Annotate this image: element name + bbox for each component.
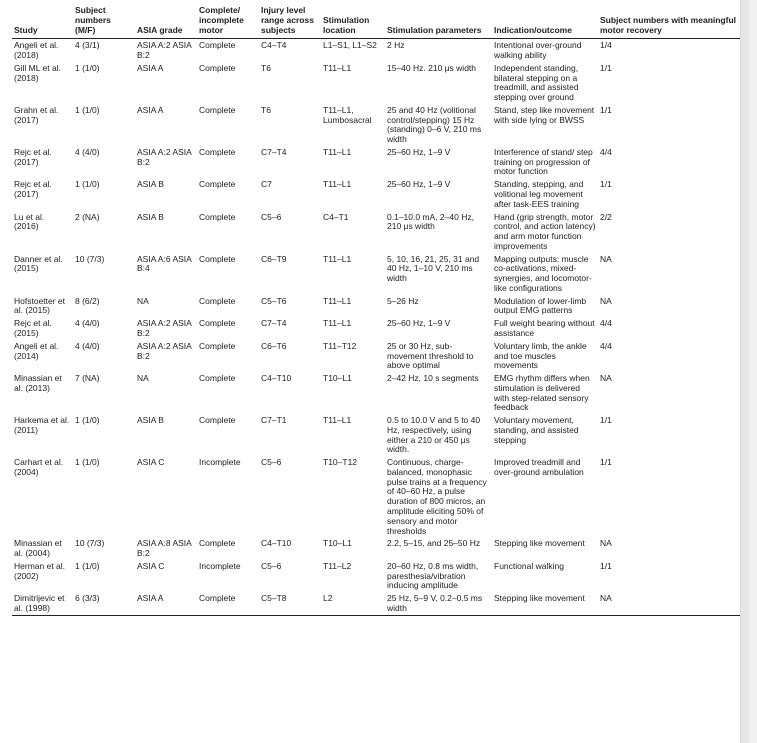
cell-study: Lu et al. (2016) [14, 211, 45, 232]
cell-study: Minassian et al. (2004) [14, 538, 62, 559]
vertical-scrollbar[interactable] [740, 0, 749, 743]
cell-subject-numbers: 1 (1/0) [75, 457, 100, 468]
cell-study: Angeli et al. (2018) [14, 40, 59, 61]
cell-asia-grade: ASIA A [137, 62, 164, 73]
table-row [12, 560, 745, 592]
cell-subject-numbers: 4 (3/1) [75, 40, 100, 51]
cell-stimulation-location: T11–T12 [323, 340, 357, 351]
cell-indication-outcome: Voluntary limb, the ankle and toe muscles movements [494, 340, 587, 371]
cell-complete-incomplete: Complete [199, 318, 236, 329]
cell-study: Hofstoetter et al. (2015) [14, 295, 66, 316]
cell-study: Minassian et al. (2013) [14, 373, 62, 393]
cell-asia-grade: NA [137, 373, 149, 384]
cell-indication-outcome: Interference of stand/ step training on progression of motor function [494, 146, 593, 177]
cell-study: Rejc et al. (2015) [14, 318, 52, 338]
cell-injury-level: C5–T8 [259, 592, 321, 615]
cell-asia-grade: NA [137, 295, 149, 306]
cell-stimulation-location: T11–L1, Lumbosacral [323, 104, 372, 125]
cell-indication-outcome: Standing, stepping, and volitional leg movement after task-EES training [494, 179, 584, 209]
cell-indication-outcome: Modulation of lower-limb output EMG patterns [494, 295, 587, 316]
table-row [12, 456, 745, 537]
cell-stimulation-parameters: 25 Hz, 5–9 V, 0.2–0.5 ms width [385, 592, 492, 615]
cell-asia-grade: ASIA C [137, 457, 165, 468]
cell-asia-grade: ASIA A:2 ASIA B:2 [137, 318, 192, 338]
header-study: Study [12, 6, 73, 39]
header-asia-grade: ASIA grade [135, 6, 197, 39]
cell-stimulation-location: T11–L2 [323, 560, 352, 571]
cell-stimulation-parameters: 0.5 to 10.0 V and 5 to 40 Hz, respectively, using either a 210 or 450 μs width. [387, 415, 481, 455]
cell-injury-level: C5–6 [261, 457, 282, 468]
cell-subject-numbers: 1 (1/0) [75, 560, 100, 571]
cell-injury-level: C5–T6 [261, 295, 287, 306]
cell-study: Danner et al. (2015) [14, 253, 63, 274]
cell-injury-level: C7–T1 [261, 415, 287, 426]
cell-stimulation-location: T10–L1 [323, 373, 352, 384]
cell-stimulation-location: T11–L1 [323, 179, 352, 190]
table-row [12, 592, 745, 615]
cell-motor-recovery: 4/4 [600, 318, 612, 329]
cell-asia-grade: ASIA B [137, 211, 164, 222]
cell-subject-numbers: 1 (1/0) [75, 104, 100, 115]
cell-subject-numbers: 7 (NA) [75, 373, 100, 384]
header-stimulation-parameters: Stimulation parameters [385, 6, 492, 39]
cell-study: Carhart et al. (2004) [14, 457, 64, 477]
table-row [12, 178, 745, 210]
cell-motor-recovery: NA [598, 592, 745, 615]
cell-complete-incomplete: Complete [197, 592, 259, 615]
table-row [12, 104, 745, 146]
table-row [12, 414, 745, 456]
cell-study: Rejc et al. (2017) [14, 179, 52, 200]
cell-motor-recovery: 4/4 [600, 146, 612, 157]
cell-stimulation-parameters: 15–40 Hz. 210 μs width [387, 62, 477, 73]
cell-stimulation-parameters: Continuous, charge-balanced, monophasic pulse trains at a frequency of 40–60 Hz, a pulse duration of 800 micros, an amplitude eliciting 50% of sensory and motor thresholds [387, 457, 487, 536]
cell-stimulation-location: T10–T12 [323, 457, 358, 468]
cell-complete-incomplete: Complete [199, 146, 236, 157]
cell-complete-incomplete: Complete [199, 211, 236, 222]
cell-complete-incomplete: Complete [199, 340, 236, 351]
cell-complete-incomplete: Complete [199, 538, 236, 549]
cell-motor-recovery: 1/1 [600, 560, 612, 571]
cell-motor-recovery: 2/2 [600, 211, 612, 222]
cell-complete-incomplete: Complete [199, 40, 236, 51]
cell-stimulation-parameters: 2.2, 5–15, and 25–50 Hz [387, 538, 481, 549]
cell-subject-numbers: 1 (1/0) [75, 179, 100, 190]
header-motor-recovery: Subject numbers with meaningful motor recovery [598, 6, 745, 39]
cell-indication-outcome: Full weight bearing without assistance [494, 318, 595, 338]
table-row [12, 146, 745, 178]
header-subject-numbers: Subject numbers (M/F) [73, 6, 135, 39]
cell-indication-outcome: Functional walking [494, 560, 564, 571]
cell-indication-outcome: Independent standing, bilateral stepping on a treadmill, and assisted stepping over ground [494, 62, 579, 103]
table-row [12, 340, 745, 372]
cell-study: Grahn et al. (2017) [14, 104, 59, 125]
cell-injury-level: C5–6 [261, 211, 282, 222]
cell-injury-level: T6 [261, 62, 271, 73]
cell-injury-level: C5–6 [261, 560, 282, 571]
cell-study: Rejc et al. (2017) [14, 146, 52, 167]
cell-subject-numbers: 10 (7/3) [75, 253, 105, 264]
cell-indication-outcome: Hand (grip strength, motor control, and action latency) and arm motor function improvements [494, 211, 596, 251]
cell-subject-numbers: 10 (7/3) [75, 538, 105, 549]
cell-injury-level: C7–T4 [261, 146, 287, 157]
cell-subject-numbers: 8 (6/2) [75, 295, 100, 306]
cell-motor-recovery: 4/4 [600, 340, 612, 351]
table-row [12, 62, 745, 104]
cell-complete-incomplete: Complete [199, 104, 236, 115]
cell-indication-outcome: Mapping outputs: muscle co-activations, mixed-synergies, and locomotor-like configurations [494, 253, 592, 293]
cell-asia-grade: ASIA B [137, 415, 164, 426]
cell-indication-outcome: Stepping like movement [492, 592, 598, 615]
cell-study: Dimitrijevic et al. (1998) [12, 592, 73, 615]
cell-asia-grade: ASIA A [137, 104, 164, 115]
cell-asia-grade: ASIA A [135, 592, 197, 615]
table-row [12, 372, 745, 414]
header-indication-outcome: Indication/outcome [492, 6, 598, 39]
cell-subject-numbers: 2 (NA) [75, 211, 100, 222]
cell-complete-incomplete: Complete [199, 415, 236, 426]
cell-motor-recovery: NA [600, 295, 612, 306]
cell-motor-recovery: 1/1 [600, 179, 612, 190]
header-injury-level: Injury level range across subjects [259, 6, 321, 39]
cell-subject-numbers: 6 (3/3) [73, 592, 135, 615]
cell-stimulation-parameters: 2–42 Hz, 10 s segments [387, 373, 479, 384]
cell-complete-incomplete: Incomplete [199, 560, 241, 571]
table-row [12, 537, 745, 560]
cell-stimulation-location: T11–L1 [323, 253, 352, 264]
cell-stimulation-parameters: 25 and 40 Hz (volitional control/stepping) 15 Hz (standing) 0–6 V, 210 ms width [387, 104, 482, 145]
cell-motor-recovery: 1/1 [600, 104, 612, 115]
table-row [12, 211, 745, 253]
cell-stimulation-location: T11–L1 [323, 295, 352, 306]
cell-motor-recovery: NA [600, 373, 612, 384]
cell-stimulation-location: L1–S1, L1–S2 [323, 40, 377, 51]
cell-injury-level: C4–T4 [261, 40, 287, 51]
cell-injury-level: C4–T10 [261, 373, 292, 384]
cell-injury-level: T6 [261, 104, 271, 115]
table-header-row [12, 6, 745, 39]
cell-stimulation-location: T11–L1 [323, 415, 352, 426]
cell-stimulation-location: C4–T1 [323, 211, 349, 222]
cell-study: Gill ML et al. (2018) [14, 62, 61, 83]
cell-stimulation-parameters: 25–60 Hz, 1–9 V [387, 318, 451, 329]
cell-motor-recovery: 1/1 [600, 457, 612, 468]
header-complete-incomplete: Complete/ incomplete motor [197, 6, 259, 39]
cell-motor-recovery: NA [600, 538, 612, 549]
cell-study: Harkema et al. (2011) [14, 415, 70, 435]
cell-stimulation-parameters: 5, 10, 16, 21, 25, 31 and 40 Hz, 1–10 V, 210 ms width [387, 253, 480, 284]
cell-stimulation-location: L2 [321, 592, 385, 615]
cell-stimulation-parameters: 25 or 30 Hz, sub-movement threshold to above optimal [387, 340, 474, 371]
cell-motor-recovery: 1/4 [600, 40, 612, 51]
cell-asia-grade: ASIA A:2 ASIA B:2 [137, 146, 192, 167]
cell-study: Angeli et al. (2014) [14, 340, 59, 361]
cell-stimulation-location: T11–L1 [323, 146, 352, 157]
cell-asia-grade: ASIA C [137, 560, 165, 571]
cell-asia-grade: ASIA A:8 ASIA B:2 [137, 538, 192, 559]
cell-injury-level: C4–T10 [261, 538, 292, 549]
cell-study: Herman et al. (2002) [14, 560, 66, 581]
cell-subject-numbers: 4 (4/0) [75, 318, 100, 329]
cell-complete-incomplete: Complete [199, 253, 236, 264]
cell-injury-level: C7–T4 [261, 318, 287, 329]
cell-indication-outcome: EMG rhythm differs when stimulation is delivered with step-related sensory feedback [494, 373, 590, 413]
cell-stimulation-location: T10–L1 [323, 538, 352, 549]
cell-stimulation-parameters: 0.1–10.0 mA, 2–40 Hz, 210 μs width [387, 211, 474, 232]
cell-complete-incomplete: Complete [199, 179, 236, 190]
cell-injury-level: C6–T9 [261, 253, 287, 264]
cell-stimulation-parameters: 20–60 Hz, 0.8 ms width, paresthesia/vibration inducing amplitude [387, 560, 479, 591]
cell-indication-outcome: Voluntary movement, standing, and assisted stepping [494, 415, 579, 445]
cell-stimulation-parameters: 5–26 Hz [387, 295, 419, 306]
cell-motor-recovery: 1/1 [600, 415, 612, 426]
cell-indication-outcome: Stepping like movement [494, 538, 585, 549]
header-stimulation-location: Stimulation location [321, 6, 385, 39]
table-row [12, 295, 745, 318]
cell-stimulation-location: T11–L1 [323, 62, 352, 73]
cell-asia-grade: ASIA A:2 ASIA B:2 [137, 40, 192, 61]
cell-asia-grade: ASIA A:2 ASIA B:2 [137, 340, 192, 361]
cell-subject-numbers: 4 (4/0) [75, 146, 100, 157]
cell-asia-grade: ASIA A:6 ASIA B:4 [137, 253, 192, 274]
table-row [12, 253, 745, 295]
cell-asia-grade: ASIA B [137, 179, 164, 190]
cell-indication-outcome: Intentional over-ground walking ability [494, 40, 582, 61]
cell-complete-incomplete: Complete [199, 295, 236, 306]
cell-complete-incomplete: Complete [199, 373, 236, 384]
cell-complete-incomplete: Complete [199, 62, 236, 73]
cell-injury-level: C7 [261, 179, 272, 190]
table-row [12, 317, 745, 340]
cell-subject-numbers: 4 (4/0) [75, 340, 100, 351]
cell-motor-recovery: 1/1 [600, 62, 612, 73]
cell-stimulation-parameters: 25–60 Hz, 1–9 V [387, 146, 451, 157]
cell-stimulation-parameters: 2 Hz [387, 40, 405, 51]
table-row [12, 39, 745, 62]
cell-subject-numbers: 1 (1/0) [75, 62, 100, 73]
cell-stimulation-location: T11–L1 [323, 318, 352, 329]
cell-indication-outcome: Improved treadmill and over-ground ambulation [494, 457, 584, 477]
cell-stimulation-parameters: 25–60 Hz, 1–9 V [387, 179, 451, 190]
cell-complete-incomplete: Incomplete [199, 457, 241, 468]
cell-indication-outcome: Stand, step like movement with side lying or BWSS [494, 104, 595, 125]
cell-subject-numbers: 1 (1/0) [75, 415, 100, 426]
studies-table [12, 6, 745, 616]
cell-motor-recovery: NA [600, 253, 612, 264]
cell-injury-level: C6–T6 [261, 340, 287, 351]
